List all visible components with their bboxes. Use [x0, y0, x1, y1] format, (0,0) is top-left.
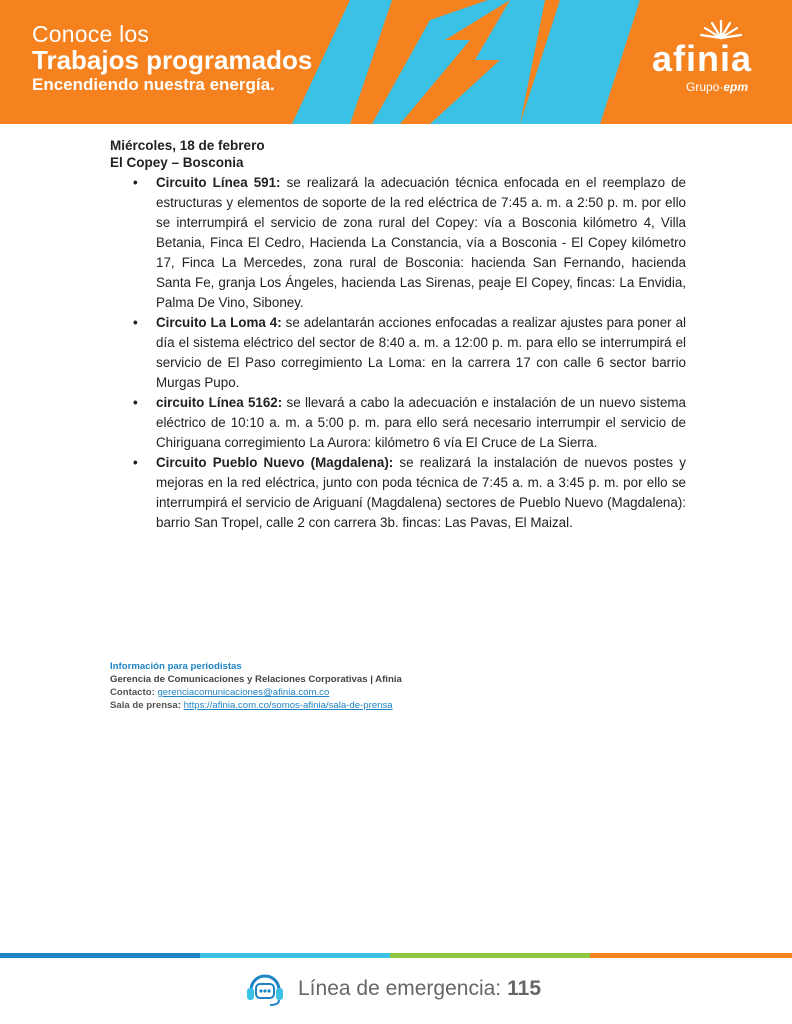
circuit-title: Circuito La Loma 4:: [156, 315, 282, 330]
press-room-link[interactable]: https://afinia.com.co/somos-afinia/sala-de-prensa: [183, 700, 393, 711]
emergency-number: 115: [507, 977, 542, 1000]
bullet-icon: •: [133, 455, 138, 470]
group-prefix: Grupo·: [686, 80, 724, 94]
circuit-description: se realizará la instalación de nuevos postes y mejoras en la red eléctrica, junto con poda técnica de 7:45 a. m. a 3:45 p. m. por ello se interrumpirá el servicio de Ariguaní (Magdalena) sectores de Pueblo Nuevo (Magdalena): barrio San Tropel, calle 2 con carrera 3b. fincas: Las Pavas, El Maizal.: [156, 455, 686, 530]
footer-bar-blue: [0, 953, 200, 958]
circuit-description: se llevará a cabo la adecuación e instalación de un nuevo sistema eléctrico de 10:10 a. m. a 5:00 p. m. para ello será necesario interrumpir el servicio de Chiriguana corregimiento La Aurora: kilómetro 6 vía El Cruce de La Sierra.: [156, 395, 686, 450]
circuit-title: Circuito Línea 591:: [156, 175, 281, 190]
circuit-description: se realizará la adecuación técnica enfocada en el reemplazo de estructuras y elementos de soporte de la red eléctrica de 7:45 a. m. a 2:50 p. m. por ello se interrumpirá el servicio de zona rural del Copey: vía a Bosconia kilómetro 4, Villa Betania, Finca El Cedro, Hacienda La Constancia, vía a Bosconia - El Copey kilómetro 17, Finca La Mercedes, zona rural de Bosconia: hacienda San Fernando, hacienda Santa Fe, granja Los Ángeles, hacienda Las Sirenas, peaje El Copey, fincas: La Envidia, Palma De Vino, Siboney.: [156, 175, 686, 310]
brand-group: [686, 80, 748, 94]
banner-tagline: Encendiendo nuestra energía.: [32, 75, 275, 94]
sunrise-icon: [696, 18, 746, 40]
circuit-item: [133, 393, 686, 453]
afinia-logo: [640, 18, 776, 102]
banner-kicker: Conoce los: [32, 21, 150, 47]
circuit-list: [110, 173, 686, 533]
footer-bar-orange: [590, 953, 792, 958]
press-title: Información para periodistas: [110, 661, 242, 672]
banner-headline: Trabajos programados: [32, 45, 313, 75]
emergency-line: [244, 970, 541, 1008]
brand-wordmark: afinia: [652, 38, 753, 79]
bullet-icon: •: [133, 175, 138, 190]
circuit-item: [133, 313, 686, 393]
press-room: [110, 699, 402, 712]
circuit-description: se adelantarán acciones enfocadas a realizar ajustes para poner al día el sistema eléctrico del sector de 8:40 a. m. a 12:00 p. m. para ello se interrumpirá el servicio de El Paso corregimiento La Loma: en la carrera 17 con calle 6 sector barrio Murgas Pupo.: [156, 315, 686, 390]
footer-color-bar: [0, 953, 792, 958]
header-banner: [0, 0, 792, 124]
bullet-icon: •: [133, 315, 138, 330]
footer-bar-green: [390, 953, 590, 958]
circuit-item: [133, 453, 686, 533]
banner-text: [32, 22, 312, 96]
footer-bar-cyan: [200, 953, 390, 958]
notice-date: Miércoles, 18 de febrero: [110, 138, 265, 153]
circuit-title: circuito Línea 5162:: [156, 395, 283, 410]
circuit-item: [133, 173, 686, 313]
circuit-title: Circuito Pueblo Nuevo (Magdalena):: [156, 455, 394, 470]
headset-support-icon: [244, 970, 286, 1008]
press-info: [110, 660, 402, 712]
contact-label: Contacto:: [110, 687, 155, 698]
group-name: epm: [723, 80, 749, 94]
press-contact: [110, 686, 402, 699]
bullet-icon: •: [133, 395, 138, 410]
press-department: Gerencia de Comunicaciones y Relaciones Corporativas | Afinia: [110, 674, 402, 685]
notice-content: [110, 137, 686, 533]
contact-email-link[interactable]: gerenciacomunicaciones@afinia.com.co: [157, 687, 330, 698]
emergency-label: Línea de emergencia:: [298, 977, 502, 1000]
notice-place: El Copey – Bosconia: [110, 155, 244, 170]
press-room-label: Sala de prensa:: [110, 700, 181, 711]
